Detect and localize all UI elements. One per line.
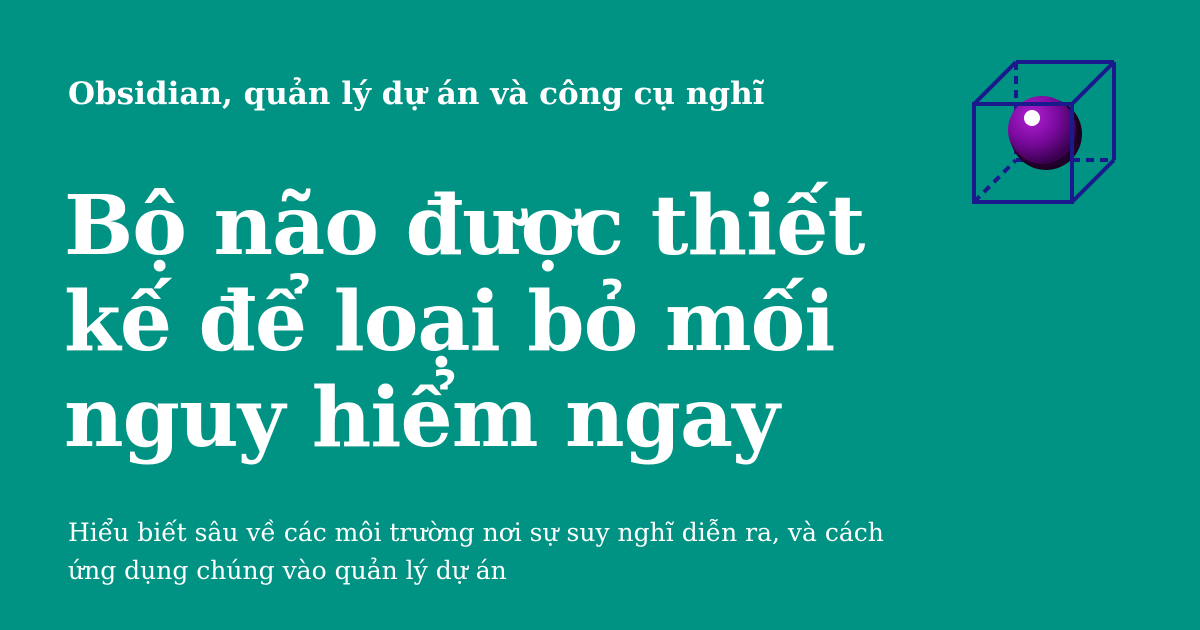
series-title: Obsidian, quản lý dự án và công cụ nghĩ	[68, 76, 765, 112]
article-subtitle: Hiểu biết sâu về các môi trường nơi sự suy nghĩ diễn ra, và cách ứng dụng chúng vào quản lý dự án	[68, 518, 884, 585]
cube-with-sphere-icon	[966, 54, 1126, 214]
article-headline: Bộ não được thiết kế để loại bỏ mối nguy hiểm ngay	[64, 178, 865, 466]
